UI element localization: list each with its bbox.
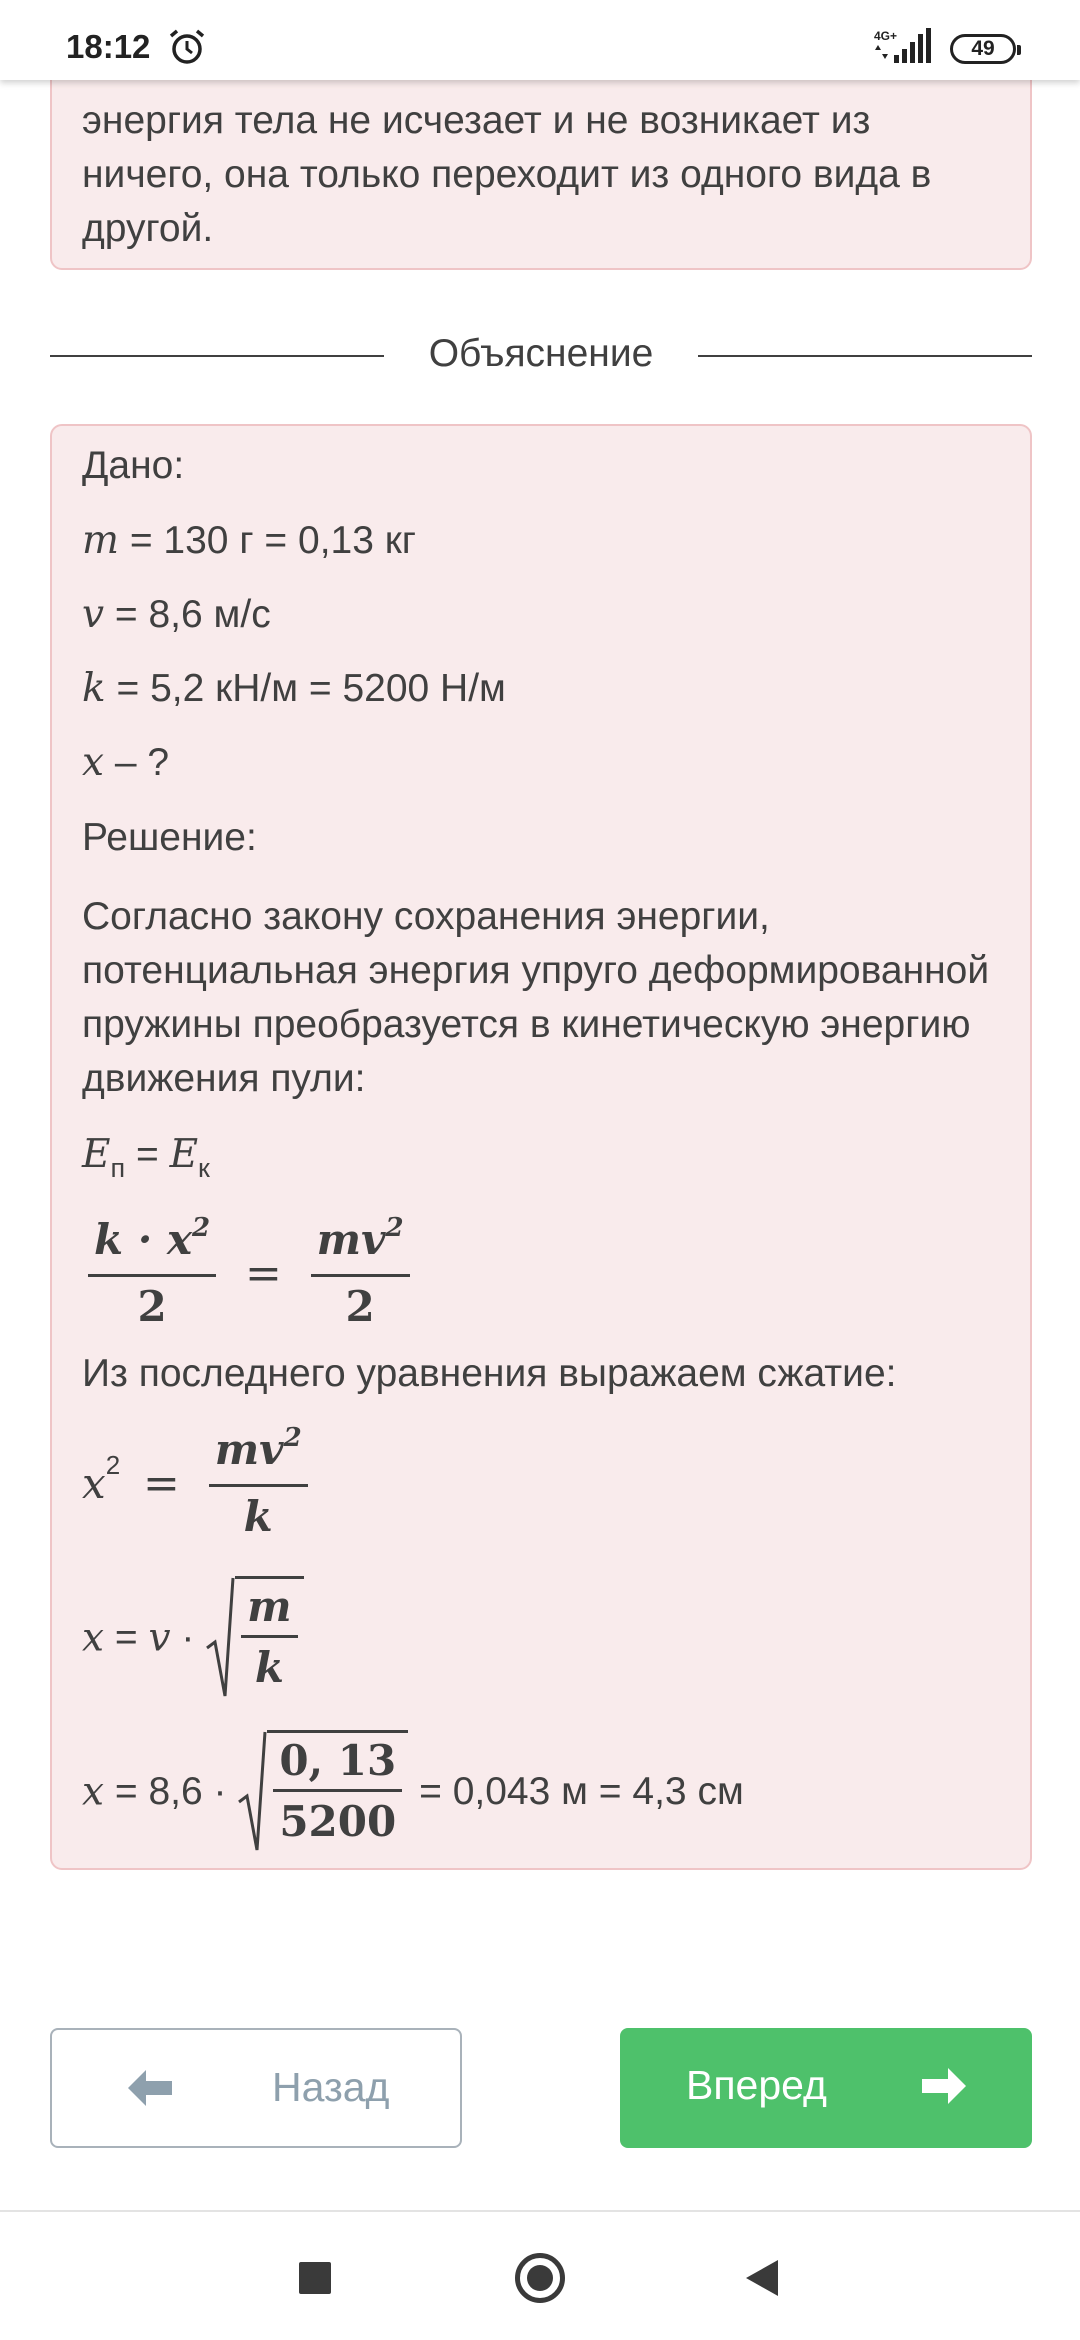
x2-num-sup: 2 (283, 1423, 302, 1453)
var-m: m (82, 518, 119, 563)
battery-icon: 49 (950, 34, 1016, 64)
energy-equation (82, 1132, 210, 1183)
energy-kinetic: E (169, 1132, 199, 1177)
energy-potential-sub: п (110, 1153, 126, 1183)
x2-num: mv (214, 1425, 284, 1474)
frac-right-num: mv (316, 1215, 386, 1264)
xr-lhs: x (82, 1769, 104, 1815)
energy-kinetic-sub: к (198, 1153, 210, 1183)
var-x: x (82, 740, 104, 785)
xf-lhs: x (82, 1615, 104, 1661)
given-stiffness (82, 666, 506, 711)
divider-line-right (698, 355, 1032, 357)
back-button-label: Назад (272, 2064, 390, 2110)
divider-label: Объяснение (428, 332, 654, 375)
x2-fraction (209, 1423, 308, 1541)
unknown-x (82, 740, 169, 785)
system-navbar (0, 2210, 1080, 2340)
x2-lhs: x (82, 1459, 106, 1508)
solution-paragraph-1: Согласно закону сохранения энергии, потенциальная энергия упруго деформированной пружины преобразуется в кинетическую энергию движения пули: (82, 895, 990, 1100)
recents-icon[interactable] (299, 2262, 331, 2294)
solution-label: Решение: (82, 816, 257, 859)
fraction-equation (82, 1213, 416, 1331)
x-squared-equation (82, 1423, 314, 1541)
unknown-mark: – ? (104, 741, 170, 784)
xf-v: v (148, 1615, 171, 1661)
frac-left-den: 2 (137, 1282, 167, 1331)
frac-equals: = (244, 1248, 282, 1299)
fraction-right (311, 1213, 410, 1331)
alarm-icon (168, 28, 206, 66)
velocity-value: = 8,6 м/с (104, 593, 271, 636)
stiffness-value: = 5,2 кН/м = 5200 Н/м (105, 667, 506, 710)
xr-result: = 0,043 м = 4,3 см (419, 1770, 744, 1813)
status-bar (0, 0, 1080, 80)
home-icon[interactable] (515, 2253, 565, 2303)
energy-potential: E (82, 1132, 111, 1177)
frac-left-sup: 2 (192, 1213, 211, 1243)
given-velocity (82, 592, 271, 637)
solution-paragraph-2: Из последнего уравнения выражаем сжатие: (82, 1352, 897, 1395)
answer-text: энергия тела не исчезает и не возникает из ничего, она только переходит из одного вида в другой. (82, 99, 932, 250)
x-formula (82, 1576, 304, 1700)
fraction-left (88, 1213, 216, 1331)
sqrt-sign-result (237, 1730, 408, 1854)
svg-text:4G+: 4G+ (874, 29, 898, 43)
arrow-right-icon (922, 2066, 966, 2106)
xf-num: m (241, 1583, 297, 1638)
back-button[interactable] (50, 2028, 462, 2148)
sqrt-symbol-result (237, 1730, 267, 1854)
signal-icon (872, 28, 934, 64)
back-triangle-icon[interactable] (744, 2259, 780, 2297)
given-mass (82, 518, 416, 563)
mass-value: = 130 г = 0,13 кг (118, 519, 417, 562)
sqrt-symbol (205, 1576, 235, 1700)
xr-num: 0, 13 (273, 1737, 402, 1792)
explanation-box (50, 424, 1032, 1870)
arrow-left-icon (128, 2068, 172, 2108)
next-button-label: Вперед (686, 2062, 827, 2108)
energy-equals: = (125, 1133, 170, 1176)
xr-den: 5200 (279, 1797, 397, 1846)
xf-equals: = (104, 1616, 149, 1659)
x2-den: k (243, 1492, 273, 1541)
sqrt-sign (205, 1576, 303, 1700)
xr-prefix: = 8,6 · (104, 1770, 238, 1813)
var-v: v (82, 592, 105, 637)
xf-dot: · (170, 1616, 206, 1659)
x-result (82, 1730, 744, 1854)
frac-right-den: 2 (345, 1282, 375, 1331)
frac-left-num: k · x (94, 1215, 193, 1264)
var-k: k (82, 666, 106, 711)
status-time: 18:12 (66, 28, 151, 65)
x2-lhs-sup: 2 (105, 1450, 121, 1480)
x2-equals: = (143, 1458, 180, 1509)
explanation-divider (50, 330, 1032, 380)
given-label: Дано: (82, 444, 185, 487)
xf-den: k (254, 1643, 284, 1692)
frac-right-sup: 2 (385, 1213, 404, 1243)
next-button[interactable] (620, 2028, 1032, 2148)
